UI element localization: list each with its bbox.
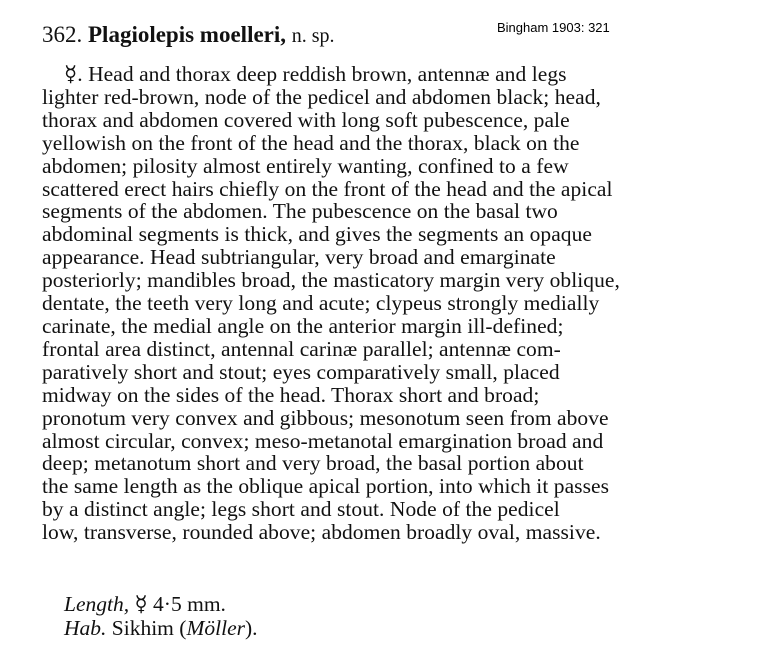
habitat-close-paren: ). (245, 616, 258, 640)
length-line (64, 592, 226, 617)
length-value: ☿ 4·5 mm. (134, 592, 226, 616)
citation-label: Bingham 1903: 321 (497, 20, 610, 35)
description-line: dentate, the teeth very long and acute; clypeus strongly medially (42, 291, 600, 316)
species-name: Plagiolepis moelleri, (88, 22, 287, 47)
description-line: appearance. Head subtriangular, very broad and emarginate (42, 245, 556, 270)
length-label: Length, (64, 592, 130, 616)
description-line: ☿. Head and thorax deep reddish brown, antennæ and legs (64, 62, 567, 86)
description-line: frontal area distinct, antennal carinæ parallel; antennæ com- (42, 336, 561, 361)
description-line: carinate, the medial angle on the anterior margin ill-defined; (42, 313, 564, 338)
species-number: 362. (42, 22, 83, 47)
description-line: the same length as the oblique apical portion, into which it passes (42, 474, 609, 499)
habitat-open-paren: ( (179, 616, 187, 640)
description-line: abdomen; pilosity almost entirely wanting, confined to a few (42, 153, 569, 178)
description-line: scattered erect hairs chiefly on the front of the head and the apical (42, 176, 613, 201)
description-line: deep; metanotum short and very broad, the basal portion about (42, 451, 584, 476)
description-body (42, 63, 742, 544)
habitat-label: Hab. (64, 616, 107, 640)
description-line: yellowish on the front of the head and the thorax, black on the (42, 130, 580, 155)
description-line: pronotum very convex and gibbous; mesonotum seen from above (42, 405, 609, 430)
description-line: abdominal segments is thick, and gives the segments an opaque (42, 222, 592, 247)
species-heading (42, 22, 335, 48)
species-status: n. sp. (291, 25, 335, 47)
description-line: almost circular, convex; meso-metanotal emargination broad and (42, 428, 604, 453)
habitat-line (64, 616, 258, 641)
description-line: segments of the abdomen. The pubescence on the basal two (42, 199, 558, 224)
description-line: lighter red-brown, node of the pedicel and abdomen black; head, (42, 84, 601, 109)
description-line: by a distinct angle; legs short and stout. Node of the pedicel (42, 497, 560, 522)
description-line: thorax and abdomen covered with long soft pubescence, pale (42, 107, 570, 132)
description-line: paratively short and stout; eyes comparatively small, placed (42, 359, 560, 384)
description-line: midway on the sides of the head. Thorax short and broad; (42, 382, 540, 407)
description-line: posteriorly; mandibles broad, the masticatory margin very oblique, (42, 268, 620, 293)
description-line: low, transverse, rounded above; abdomen broadly oval, massive. (42, 520, 601, 545)
habitat-locality: Sikhim (111, 616, 174, 640)
habitat-collector: Möller (186, 616, 245, 640)
